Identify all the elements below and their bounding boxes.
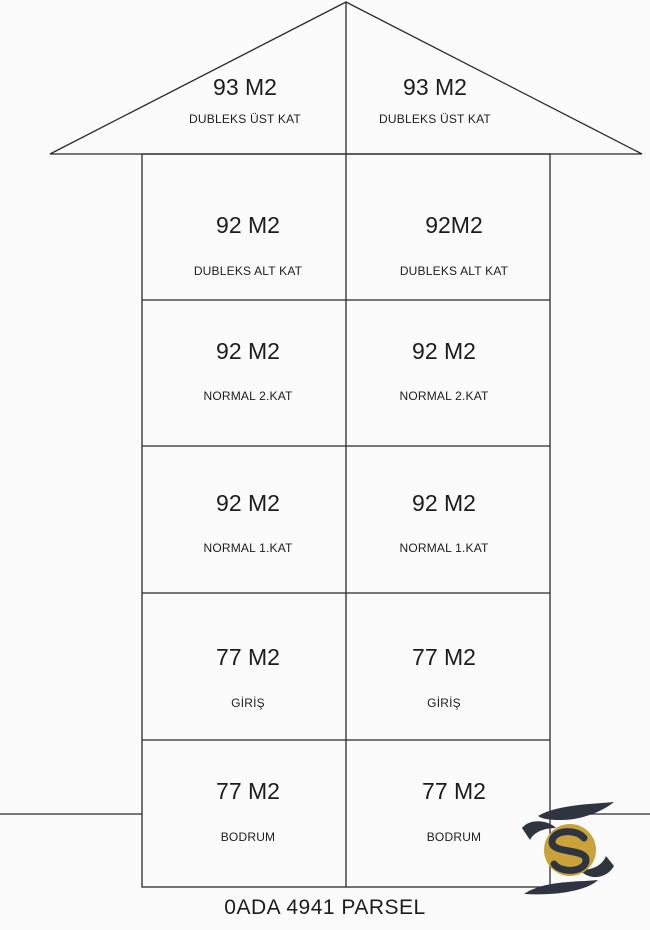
unit-label: DUBLEKS ÜST KAT (379, 112, 491, 126)
unit-normal-1-left (150, 446, 346, 593)
unit-normal-1-right (346, 446, 542, 593)
unit-area: 77 M2 (422, 778, 486, 804)
unit-area: 92 M2 (412, 338, 476, 364)
unit-label: GİRİŞ (231, 696, 265, 710)
unit-area: 93 M2 (213, 74, 277, 100)
unit-label: DUBLEKS ALT KAT (399, 264, 509, 278)
unit-area: 93 M2 (403, 74, 467, 100)
company-logo-icon (518, 798, 618, 898)
unit-area: 92 M2 (216, 212, 280, 238)
unit-giris-left (150, 593, 346, 740)
unit-roof-left (160, 0, 330, 154)
unit-label: GİRİŞ (427, 696, 461, 710)
unit-area: 92 M2 (412, 490, 476, 516)
unit-label: NORMAL 2.KAT (203, 389, 293, 403)
unit-label: DUBLEKS ÜST KAT (189, 112, 301, 126)
parcel-caption: 0ADA 4941 PARSEL (224, 896, 426, 919)
unit-area: 77 M2 (216, 644, 280, 670)
unit-label: BODRUM (426, 830, 482, 844)
unit-dubleks-alt-right (356, 154, 552, 300)
unit-bodrum-left (150, 740, 346, 887)
unit-label: NORMAL 1.KAT (203, 541, 293, 555)
unit-area: 77 M2 (412, 644, 476, 670)
unit-label: NORMAL 2.KAT (399, 389, 489, 403)
unit-normal-2-left (150, 300, 346, 446)
unit-label: DUBLEKS ALT KAT (193, 264, 303, 278)
unit-dubleks-alt-left (150, 154, 346, 300)
unit-area: 92M2 (425, 212, 483, 238)
unit-giris-right (346, 593, 542, 740)
unit-label: NORMAL 1.KAT (399, 541, 489, 555)
unit-normal-2-right (346, 300, 542, 446)
unit-roof-right (350, 0, 520, 154)
unit-area: 92 M2 (216, 338, 280, 364)
unit-label: BODRUM (220, 830, 276, 844)
unit-area: 77 M2 (216, 778, 280, 804)
unit-area: 92 M2 (216, 490, 280, 516)
